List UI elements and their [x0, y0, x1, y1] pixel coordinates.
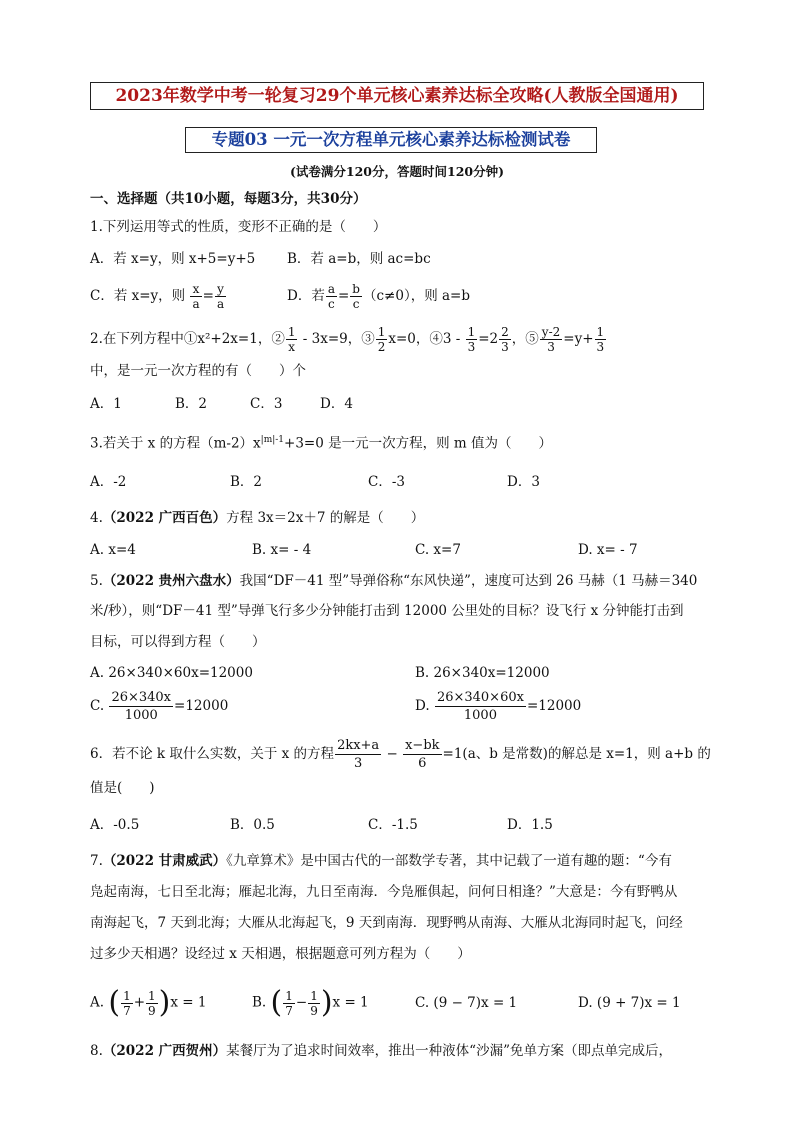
- q1-option-b: B．若 a=b，则 ac=bc: [287, 251, 431, 267]
- fraction: $\frac{26\times 340x}{1000}$: [111, 690, 172, 723]
- fraction: $\frac{y-2}{3}$: [541, 325, 561, 354]
- q2-stem: 2.在下列方程中①x²+2x=1，② $\frac{1}{x}$ - 3x=9，③ $\frac{1}{2}$ x=0，④3 - $\frac{1}{3}$ =2 $\frac{2}{3}$ ，⑤ $\frac{y-2}{3}$ =y+ $\frac{1}{3}$: [90, 325, 605, 354]
- q7-option-c: C. (9 − 7)x = 1: [415, 995, 518, 1011]
- q3-option-d: D．3: [507, 474, 540, 490]
- fraction: $\frac{x-bk}{6}$: [405, 738, 440, 771]
- q7-option-d: D. (9 + 7)x = 1: [578, 995, 681, 1011]
- q5-option-c: C. $\frac{26\times 340x}{1000}$ =12000: [90, 690, 229, 723]
- q6-option-d: D．1.5: [507, 817, 553, 833]
- q1-option-d: D．若 $\frac{a}{c}$ = $\frac{b}{c}$ （c≠0），则 a=b: [287, 282, 470, 311]
- q5-stem: 5.（2022 贵州六盘水）我国“DF－41 型”导弹俗称“东风快递”，速度可达到 26 马赫（1 马赫＝340: [90, 573, 698, 589]
- q1-option-a: A．若 x=y，则 x+5=y+5: [90, 251, 256, 267]
- fraction: $\frac{2}{3}$: [501, 325, 509, 354]
- q4-option-b: B. x= - 4: [252, 542, 312, 558]
- q1-stem: 1.下列运用等式的性质，变形不正确的是（ ）: [90, 219, 387, 235]
- fraction: $\frac{26\times 340\times 60x}{1000}$: [436, 690, 524, 723]
- q6-option-c: C．-1.5: [368, 817, 418, 833]
- fraction: $\frac{y}{a}$: [216, 282, 225, 311]
- document-title: 2023年数学中考一轮复习29个单元核心素养达标全攻略(人教版全国通用): [90, 82, 704, 110]
- q6-stem: 6．若不论 k 取什么实数，关于 x 的方程 $\frac{2kx+a}{3}$ − $\frac{x-bk}{6}$ =1(a、b 是常数)的解总是 x=1，则 a+b 的: [90, 738, 711, 771]
- q3-stem: 3.若关于 x 的方程$(m-2)x^{|m|-1}+3=0$ 是一元一次方程，则 m 值为（ ）: [90, 435, 553, 452]
- fraction: $\frac{1}{7}$: [285, 988, 293, 1018]
- q5-source: （2022 贵州六盘水）: [102, 573, 240, 589]
- fraction: $\frac{1}{3}$: [467, 325, 476, 354]
- q4-stem: 4.（2022 广西百色）方程 3x＝2x＋7 的解是（ ）: [90, 510, 425, 526]
- fraction: $\frac{1}{9}$: [310, 988, 318, 1018]
- q3-option-c: C．-3: [368, 474, 405, 490]
- q6-stem-line2: 值是( ): [90, 780, 155, 796]
- q2-option-d: D．4: [320, 396, 353, 412]
- q5-stem-line2: 米/秒），则“DF－41 型”导弹飞行多少分钟能打击到 12000 公里处的目标？设飞行 x 分钟能打击到: [90, 603, 684, 619]
- fraction: $\frac{a}{c}$: [327, 282, 335, 311]
- q7-stem-line4: 过多少天相遇？设经过 x 天相遇，根据题意可列方程为（ ）: [90, 946, 471, 962]
- q8-stem: 8.（2022 广西贺州）某餐厅为了追求时间效率，推出一种液体“沙漏”免单方案（即点单完成后，: [90, 1043, 672, 1059]
- q7-option-a: A. ( $\frac{1}{7}$ + $\frac{1}{9}$ )x = 1: [90, 985, 207, 1020]
- q7-option-b: B. ( $\frac{1}{7}$ − $\frac{1}{9}$ )x = 1: [252, 985, 369, 1020]
- q5-option-b: B. 26×340x=12000: [415, 665, 550, 681]
- q6-option-b: B．0.5: [230, 817, 275, 833]
- q8-source: （2022 广西贺州）: [102, 1043, 227, 1059]
- q7-stem-line2: 凫起南海，七日至北海；雁起北海，九日至南海．今凫雁俱起，问何日相逢？”大意是：今有野鸭从: [90, 884, 678, 900]
- q5-option-d: D. $\frac{26\times 340\times 60x}{1000}$ =12000: [415, 690, 582, 723]
- q2-stem-line2: 中，是一元一次方程的有（ ）个: [90, 363, 306, 379]
- fraction: $\frac{x}{a}$: [192, 282, 200, 311]
- q2-option-a: A．1: [90, 396, 122, 412]
- q4-option-c: C. x=7: [415, 542, 461, 558]
- fraction: $\frac{2kx+a}{3}$: [337, 738, 380, 771]
- q5-option-a: A. 26×340×60x=12000: [90, 665, 253, 681]
- fraction: $\frac{1}{9}$: [148, 988, 156, 1018]
- q7-source: （2022 甘肃威武）: [102, 853, 227, 869]
- fraction: $\frac{1}{2}$: [377, 325, 386, 354]
- section-heading: 一、选择题（共10小题，每题3分，共30分）: [90, 191, 367, 207]
- q6-option-a: A．-0.5: [90, 817, 140, 833]
- q5-stem-line3: 目标，可以得到方程（ ）: [90, 634, 266, 650]
- q4-source: （2022 广西百色）: [102, 510, 227, 526]
- q2-option-b: B．2: [175, 396, 208, 412]
- fraction: $\frac{b}{c}$: [352, 282, 360, 311]
- q2-option-c: C．3: [250, 396, 283, 412]
- q1-c-text: C．若 x=y，则: [90, 288, 186, 304]
- fraction: $\frac{1}{x}$: [287, 325, 296, 354]
- fraction: $\frac{1}{7}$: [123, 988, 131, 1018]
- exam-note: (试卷满分120分，答题时间120分钟): [289, 164, 504, 179]
- q7-stem-line3: 南海起飞，7 天到北海；大雁从北海起飞，9 天到南海．现野鸭从南海、大雁从北海同时起飞，问经: [90, 915, 683, 931]
- document-subtitle: 专题03 一元一次方程单元核心素养达标检测试卷: [185, 127, 597, 153]
- fraction: $\frac{1}{3}$: [596, 325, 605, 354]
- q3-option-a: A．-2: [90, 474, 127, 490]
- q3-option-b: B．2: [230, 474, 263, 490]
- q4-option-d: D. x= - 7: [578, 542, 638, 558]
- q7-stem: 7.（2022 甘肃威武）《九章算术》是中国古代的一部数学专著，其中记载了一道有趣的题：“今有: [90, 853, 672, 869]
- q1-option-c: C．若 x=y，则 $\frac{x}{a}$ = $\frac{y}{a}$: [90, 282, 225, 311]
- q4-option-a: A. x=4: [90, 542, 136, 558]
